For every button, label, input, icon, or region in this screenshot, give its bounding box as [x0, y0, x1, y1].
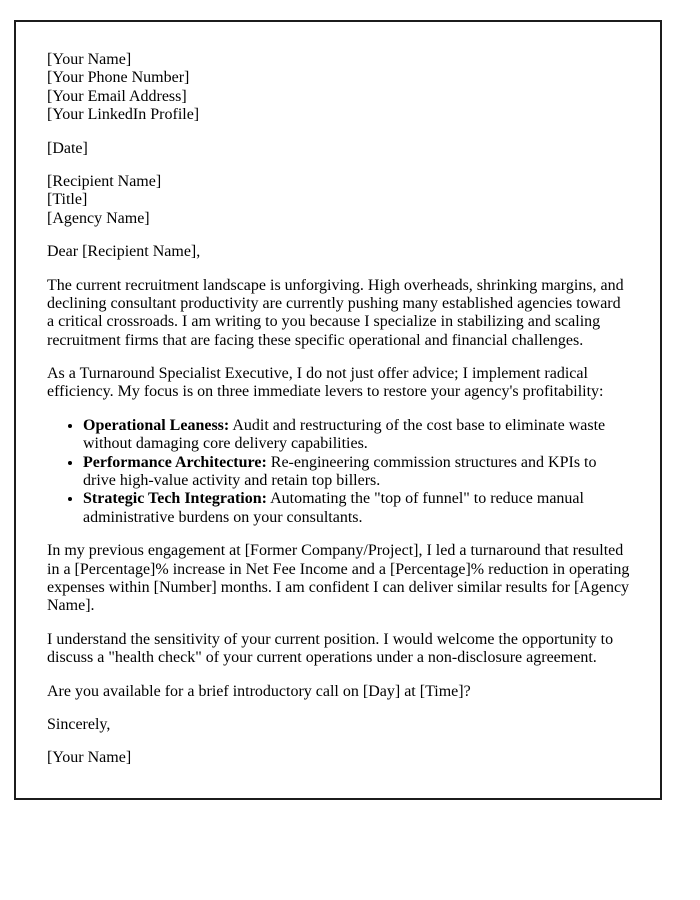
- sender-email: [Your Email Address]: [47, 87, 187, 105]
- paragraph-intro: The current recruitment landscape is unforgiving. High overheads, shrinking margins, and declining consultant productivity are currently pushing many established agencies toward a critical crossroads. I am writing to you because I specialize in stabilizing and scaling recruitment firms that are facing these specific operational and financial challenges.: [47, 276, 624, 349]
- recipient-block: [47, 173, 630, 228]
- letter-page: [14, 20, 662, 800]
- closing: Sincerely,: [47, 715, 111, 733]
- recipient-name: [Recipient Name]: [47, 172, 162, 190]
- recipient-agency: [Agency Name]: [47, 209, 150, 227]
- paragraph-pitch: As a Turnaround Specialist Executive, I do not just offer advice; I implement radical efficiency. My focus is on three immediate levers to restore your agency's profitability:: [47, 365, 604, 401]
- sender-block: [47, 51, 630, 125]
- focus-list: [47, 417, 630, 527]
- signature: [Your Name]: [47, 749, 132, 767]
- list-item-text: Audit and restructuring of the cost base to eliminate waste without damaging core delivery capabilities.: [83, 416, 606, 453]
- paragraph-experience: In my previous engagement at [Former Company/Project], I led a turnaround that resulted in a [Percentage]% increase in Net Fee Income and a [Percentage]% reduction in operating expenses within [Number] months. I am confident I can deliver similar results for [Agency Name].: [47, 542, 630, 615]
- list-item-text: Re-engineering commission structures and KPIs to drive high-value activity and retain top billers.: [83, 453, 597, 490]
- date-line: [47, 140, 630, 158]
- list-item-strategic: [83, 490, 630, 527]
- recipient-title: [Title]: [47, 191, 88, 209]
- sender-linkedin: [Your LinkedIn Profile]: [47, 106, 200, 124]
- date-placeholder: [Date]: [47, 139, 88, 157]
- sender-name: [Your Name]: [47, 51, 132, 68]
- list-item-operational: [83, 417, 630, 454]
- list-item-lead: Operational Leaness:: [83, 416, 230, 434]
- list-item-performance: [83, 454, 630, 491]
- paragraph-call-to-action: Are you available for a brief introductory call on [Day] at [Time]?: [47, 682, 471, 700]
- list-item-lead: Performance Architecture:: [83, 453, 267, 471]
- list-item-lead: Strategic Tech Integration:: [83, 490, 267, 508]
- salutation: Dear [Recipient Name],: [47, 243, 201, 261]
- sender-phone: [Your Phone Number]: [47, 69, 190, 87]
- list-item-text: Automating the "top of funnel" to reduce manual administrative burdens on your consultants.: [83, 490, 584, 526]
- paragraph-sensitivity: I understand the sensitivity of your current position. I would welcome the opportunity to discuss a "health check" of your current operations under a non-disclosure agreement.: [47, 630, 614, 667]
